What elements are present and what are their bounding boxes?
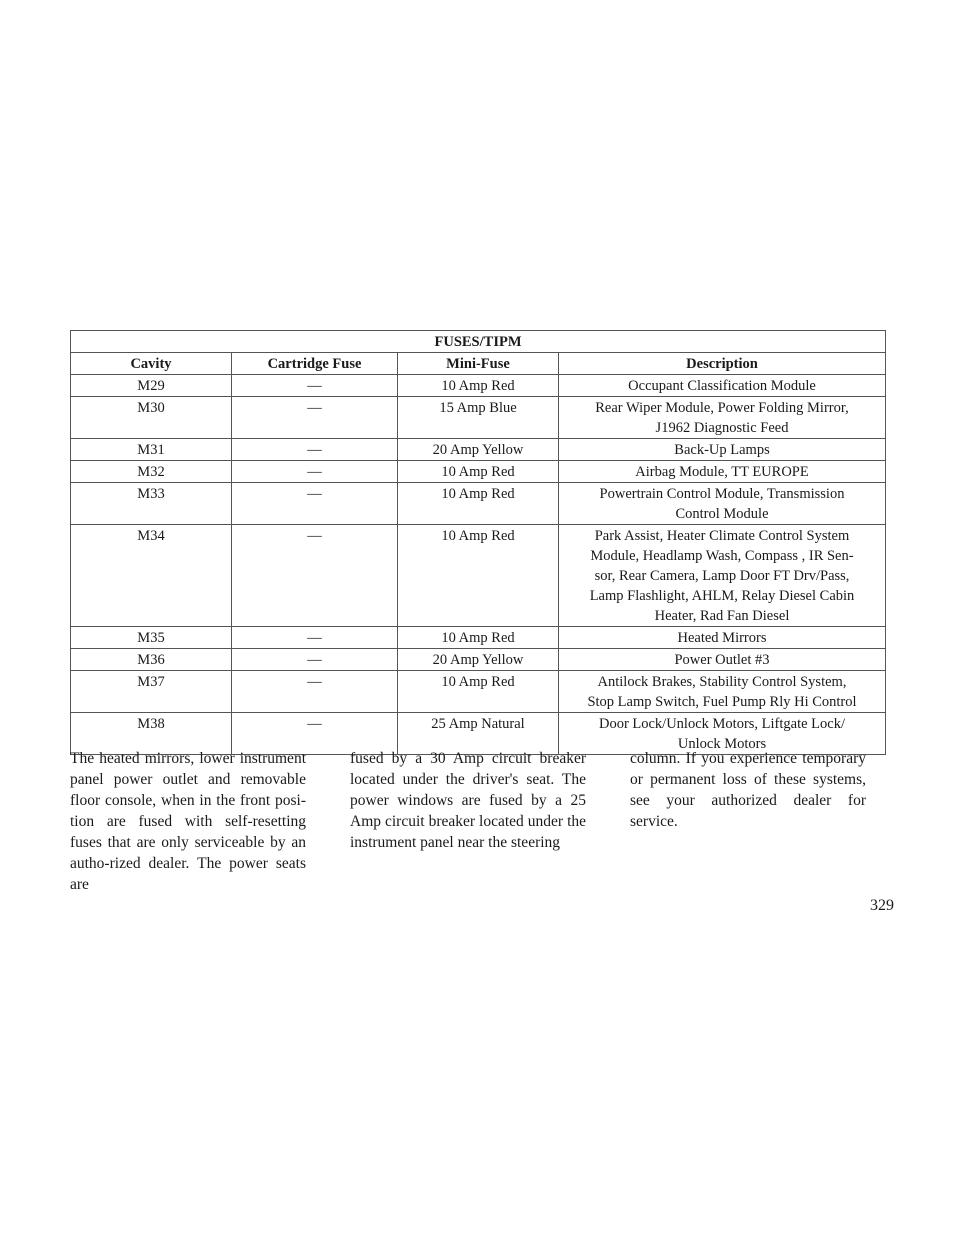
- cell-cartridge-fuse: —: [232, 461, 398, 483]
- table-row: [71, 397, 886, 439]
- header-description: Description: [559, 353, 886, 375]
- cell-mini-fuse: 15 Amp Blue: [398, 397, 559, 439]
- cell-cartridge-fuse: —: [232, 713, 398, 755]
- cell-mini-fuse: 10 Amp Red: [398, 627, 559, 649]
- body-text-column-3: column. If you experience temporary or permanent loss of these systems, see your authorized dealer for service.: [630, 750, 866, 830]
- cell-cartridge-fuse: —: [232, 483, 398, 525]
- cell-cavity: M34: [71, 525, 232, 627]
- cell-mini-fuse: 10 Amp Red: [398, 525, 559, 627]
- cell-description: Power Outlet #3: [559, 649, 886, 671]
- cell-mini-fuse: 20 Amp Yellow: [398, 649, 559, 671]
- cell-description: Antilock Brakes, Stability Control System, Stop Lamp Switch, Fuel Pump Rly Hi Control: [559, 671, 886, 713]
- cell-cavity: M33: [71, 483, 232, 525]
- cell-cartridge-fuse: —: [232, 649, 398, 671]
- cell-mini-fuse: 25 Amp Natural: [398, 713, 559, 755]
- cell-cavity: M38: [71, 713, 232, 755]
- cell-cavity: M36: [71, 649, 232, 671]
- cell-description: Door Lock/Unlock Motors, Liftgate Lock/ Unlock Motors: [559, 713, 886, 755]
- body-text-column-1: The heated mirrors, lower instrument panel power outlet and removable floor console, when in the front posi-tion are fused with self-resetting fuses that are only serviceable by an autho-rized dealer. The power seats are: [70, 750, 306, 893]
- cell-cartridge-fuse: —: [232, 627, 398, 649]
- cell-description: Powertrain Control Module, Transmission Control Module: [559, 483, 886, 525]
- cell-mini-fuse: 20 Amp Yellow: [398, 439, 559, 461]
- table-row: [71, 461, 886, 483]
- table-row: [71, 627, 886, 649]
- cell-cavity: M31: [71, 439, 232, 461]
- header-mini-fuse: Mini-Fuse: [398, 353, 559, 375]
- cell-cavity: M29: [71, 375, 232, 397]
- cell-cartridge-fuse: —: [232, 439, 398, 461]
- body-text-column-2: fused by a 30 Amp circuit breaker located under the driver's seat. The power windows are fused by a 25 Amp circuit breaker located under the instrument panel near the steering: [350, 750, 586, 851]
- cell-mini-fuse: 10 Amp Red: [398, 671, 559, 713]
- table-row: [71, 483, 886, 525]
- table-row: [71, 671, 886, 713]
- cell-mini-fuse: 10 Amp Red: [398, 375, 559, 397]
- cell-cartridge-fuse: —: [232, 375, 398, 397]
- fuses-tipm-table: [70, 330, 886, 755]
- table-row: [71, 649, 886, 671]
- cell-cavity: M32: [71, 461, 232, 483]
- cell-cartridge-fuse: —: [232, 671, 398, 713]
- cell-cartridge-fuse: —: [232, 525, 398, 627]
- cell-description: Rear Wiper Module, Power Folding Mirror, J1962 Diagnostic Feed: [559, 397, 886, 439]
- table-header-row: [71, 353, 886, 375]
- header-cavity: Cavity: [71, 353, 232, 375]
- cell-mini-fuse: 10 Amp Red: [398, 461, 559, 483]
- cell-description: Heated Mirrors: [559, 627, 886, 649]
- table-row: [71, 439, 886, 461]
- table-row: [71, 525, 886, 627]
- cell-cavity: M30: [71, 397, 232, 439]
- table-row: [71, 375, 886, 397]
- cell-description: Occupant Classification Module: [559, 375, 886, 397]
- cell-description: Airbag Module, TT EUROPE: [559, 461, 886, 483]
- cell-cavity: M35: [71, 627, 232, 649]
- cell-description: Back-Up Lamps: [559, 439, 886, 461]
- page-number: 329: [870, 897, 894, 914]
- cell-description: Park Assist, Heater Climate Control System Module, Headlamp Wash, Compass , IR Sen- sor, Rear Camera, Lamp Door FT Drv/Pass, Lamp Flashlight, AHLM, Relay Diesel Cabin Heater, Rad Fan Diesel: [559, 525, 886, 627]
- cell-cavity: M37: [71, 671, 232, 713]
- cell-mini-fuse: 10 Amp Red: [398, 483, 559, 525]
- cell-cartridge-fuse: —: [232, 397, 398, 439]
- table-title: FUSES/TIPM: [71, 331, 886, 353]
- header-cartridge-fuse: Cartridge Fuse: [232, 353, 398, 375]
